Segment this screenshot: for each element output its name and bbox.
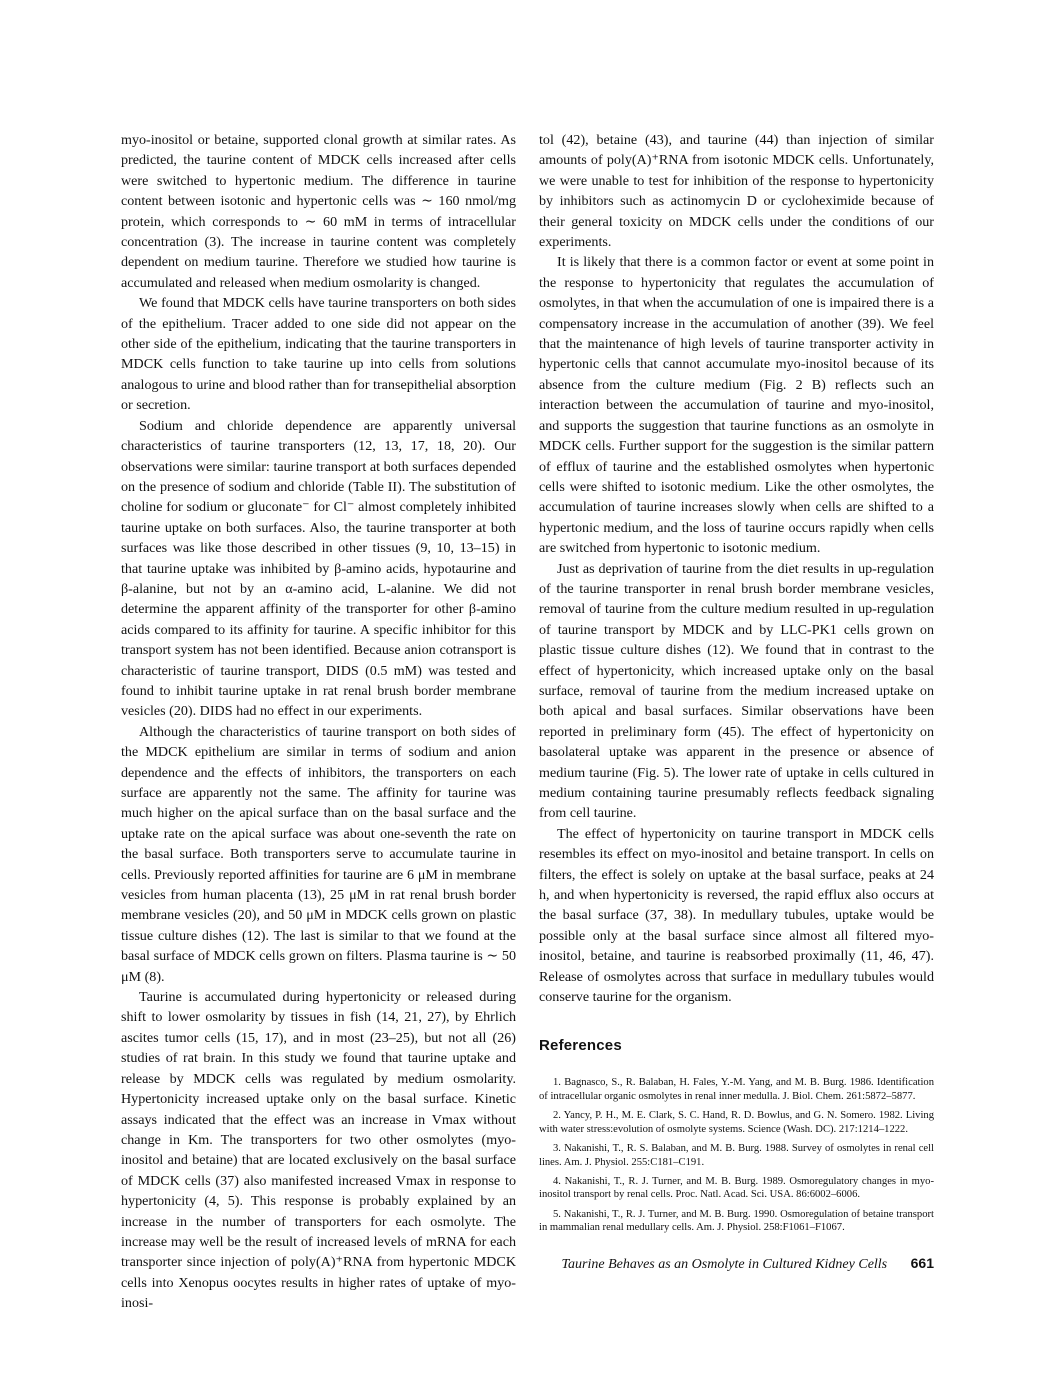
running-title: Taurine Behaves as an Osmolyte in Cultured Kidney Cells <box>561 1257 888 1272</box>
reference-item: 2. Yancy, P. H., M. E. Clark, S. C. Hand, R. D. Bowlus, and G. N. Somero. 1982. Living with water stress:evolution of osmolyte systems. Science (Wash. DC). 217:1214–1222. <box>539 1110 934 1135</box>
references-list <box>539 1076 934 1234</box>
body-paragraph: Just as deprivation of taurine from the diet results in up-regulation of the taurine transporter in renal brush border membrane vesicles, removal of taurine from the culture medium resulted in up-regulation of taurine transport by MDCK and by LLC-PK1 cells grown on plastic tissue culture dishes (12). We found that in contrast to the effect of hypertonicity, which increased uptake only on the basal surface, removal of taurine from the medium increased uptake on both apical and basal surfaces. Similar observations have been reported in preliminary form (45). The effect of hypertonicity on basolateral uptake was apparent in the presence or absence of medium taurine (Fig. 5). The lower rate of uptake in cells cultured in medium containing taurine presumably reflects feedback signaling from cell taurine. <box>539 560 934 822</box>
body-paragraph: Taurine is accumulated during hypertonicity or released during shift to lower osmolarity by tissues in fish (14, 21, 27), by Ehrlich ascites tumor cells (15, 17), and in most (23–25), but not all (26) studies of rat brain. In this study we found that taurine uptake and release by MDCK cells was regulated by medium osmolarity. Hypertonicity increased uptake only on the basal surface. Kinetic assays indicated that the effect was an increase in Vmax without change in Km. The transporters for two other osmolytes (myo-inositol and betaine) that are located exclusively on the basal surface of MDCK cells (37) also manifested increased Vmax in response to hypertonicity (4, 5). This response is probably explained by an increase in the number of transporters for each osmolyte. The increase may well be the result of increased levels of mRNA for each transporter since injection of poly(A)⁺RNA from hypertonic MDCK cells into Xenopus oocytes results in higher rates of uptake of myo-inosi- <box>121 989 516 1312</box>
body-paragraph: Sodium and chloride dependence are apparently universal characteristics of taurine transporters (12, 13, 17, 18, 20). Our observations were similar: taurine transport at both surfaces depended on the presence of sodium and chloride (Table II). The substitution of choline for sodium or gluconate⁻ for Cl⁻ almost completely inhibited taurine uptake on both surfaces. Also, the taurine transporter at both surfaces was like those described in other tissues (9, 10, 13–15) in that taurine uptake was inhibited by β-amino acids, hypotaurine and β-alanine, but not by an α-amino acid, L-alanine. We did not determine the apparent affinity of the transporter for other β-amino acids compared to its affinity for taurine. A specific inhibitor for this transport system has not been identified. Because anion cotransport is characteristic of taurine transport, DIDS (0.5 mM) was tested and found to inhibit taurine uptake in rat renal brush border membrane vesicles (20). DIDS had no effect in our experiments. <box>121 417 516 720</box>
body-paragraph: We found that MDCK cells have taurine transporters on both sides of the epithelium. Tracer added to one side did not appear on the other side of the epithelium, indicating that the taurine transporters in MDCK cells function to take taurine up into cells from solutions analogous to urine and blood rather than for transepithelial absorption or secretion. <box>121 295 516 414</box>
reference-item: 5. Nakanishi, T., R. J. Turner, and M. B. Burg. 1990. Osmoregulation of betaine transport in mammalian renal medullary cells. Am. J. Physiol. 258:F1061–F1067. <box>539 1208 934 1234</box>
body-paragraph: It is likely that there is a common factor or event at some point in the response to hypertonicity that regulates the accumulation of osmolytes, in that when the accumulation of one is impaired there is a compensatory increase in the accumulation of another (39). We feel that the maintenance of high levels of taurine transporter activity in hypertonic cells that cannot accumulate myo-inositol because of its absence from the culture medium (Fig. 2 B) reflects such an interaction between the accumulation of taurine and myo-inositol, and supports the suggestion that taurine functions as an osmolyte in MDCK cells. Further support for the suggestion is the similar pattern of efflux of taurine and the established osmolytes when hypertonic cells were shifted to isotonic medium. Like the other osmolytes, the accumulation of taurine increases slowly when cells are shifted to a hypertonic medium, and the loss of taurine occurs rapidly when cells are switched from hypertonic to isotonic medium. <box>539 254 934 557</box>
page-number: 661 <box>910 1255 934 1271</box>
references-heading: References <box>539 1037 622 1055</box>
body-paragraph: myo-inositol or betaine, supported clonal growth at similar rates. As predicted, the taurine content of MDCK cells increased after cells were switched to hypertonic medium. The difference in taurine content between isotonic and hypertonic cells was ∼ 160 nmol/mg protein, which corresponds to ∼ 60 mM in terms of intracellular concentration (3). The increase in taurine content was completely dependent on medium taurine. Therefore we studied how taurine is accumulated and released when medium osmolarity is changed. <box>121 132 516 291</box>
reference-item: 3. Nakanishi, T., R. S. Balaban, and M. B. Burg. 1988. Survey of osmolytes in renal cell lines. Am. J. Physiol. 255:C181–C191. <box>539 1143 934 1168</box>
page-footer <box>539 1255 934 1273</box>
body-paragraph: The effect of hypertonicity on taurine transport in MDCK cells resembles its effect on myo-inositol and betaine transport. In cells on filters, the effect is solely on uptake at the basal surface, peaks at 24 h, and when hypertonicity is reversed, the rapid efflux also occurs at the basal surface (37, 38). In medullary tubules, uptake would be possible only at the basal surface since almost all filtered myo-inositol, betaine, and taurine is reabsorbed proximally (11, 46, 47). Release of osmolytes across that surface in medullary tubules would conserve taurine for the organism. <box>539 825 934 1006</box>
left-column <box>121 130 516 1314</box>
body-paragraph: tol (42), betaine (43), and taurine (44) than injection of similar amounts of poly(A)⁺RNA from isotonic MDCK cells. Unfortunately, we were unable to test for inhibition of the response to hypertonicity by inhibitors such as actinomycin D or cycloheximide because of their general toxicity on MDCK cells under the conditions of our experiments. <box>539 132 934 251</box>
body-paragraph: Although the characteristics of taurine transport on both sides of the MDCK epithelium are similar in terms of sodium and anion dependence and the effects of inhibitors, the transporters on each surface are apparently not the same. The affinity for taurine was much higher on the apical surface than on the basal surface and the uptake rate on the apical surface was about one-seventh the rate on the basal surface. Both transporters serve to accumulate taurine in cells. Previously reported affinities for taurine are 6 μM in membrane vesicles from human placenta (13), 25 μM in rat renal brush border membrane vesicles (20), and 50 μM in MDCK cells grown on plastic tissue culture dishes (12). The last is similar to that we found at the basal surface of MDCK cells grown on filters. Plasma taurine is ∼ 50 μM (8). <box>121 723 516 985</box>
reference-item: 4. Nakanishi, T., R. J. Turner, and M. B. Burg. 1989. Osmoregulatory changes in myo-inositol transport by renal cells. Proc. Natl. Acad. Sci. USA. 86:6002–6006. <box>539 1175 934 1201</box>
right-column <box>539 130 934 1241</box>
reference-item: 1. Bagnasco, S., R. Balaban, H. Fales, Y.-M. Yang, and M. B. Burg. 1986. Identification of intracellular organic osmolytes in renal inner medulla. J. Biol. Chem. 261:5872–5877. <box>539 1077 934 1102</box>
